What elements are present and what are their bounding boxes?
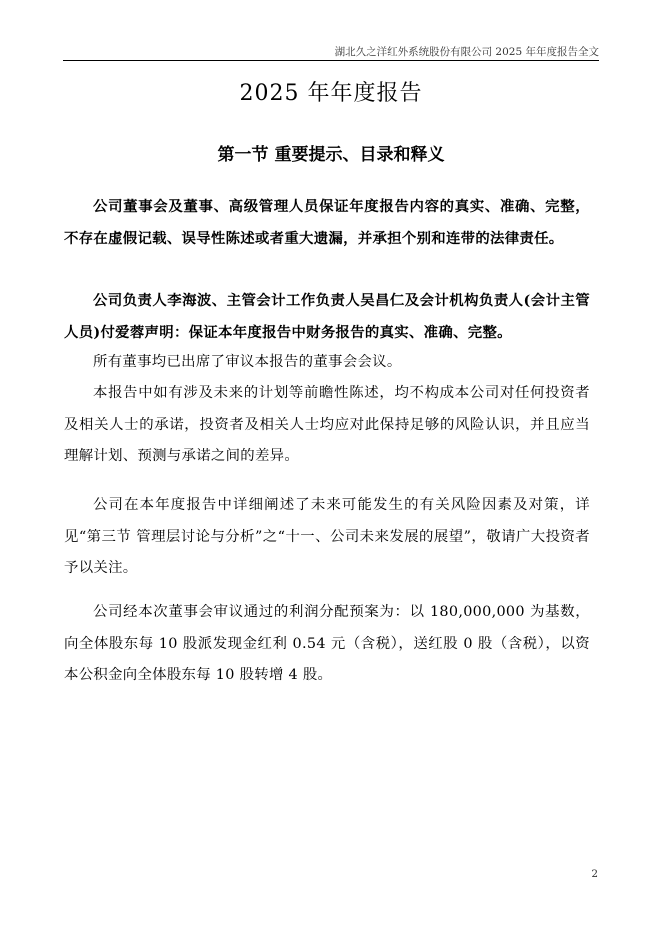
running-header: 湖北久之洋红外系统股份有限公司 2025 年年度报告全文 — [334, 46, 599, 58]
page-number: 2 — [591, 868, 598, 880]
document-title: 2025 年年度报告 — [239, 81, 423, 106]
paragraph-board-guarantee: 公司董事会及董事、高级管理人员保证年度报告内容的真实、准确、完整，不存在虚假记载、误导性陈述或者重大遗漏，并承担个别和连带的法律责任。 — [64, 198, 590, 247]
paragraph-profit-distribution: 公司经本次董事会审议通过的利润分配预案为：以 180,000,000 为基数，向全体股东每 10 股派发现金红利 0.54 元（含税），送红股 0 股（含税），以资本公积金向全体股东每 10 股转增 4 股。 — [64, 604, 590, 683]
paragraph-forward-looking: 本报告中如有涉及未来的计划等前瞻性陈述，均不构成本公司对任何投资者及相关人士的承诺，投资者及相关人士均应对此保持足够的风险认识，并且应当理解计划、预测与承诺之间的差异。 — [64, 385, 590, 464]
section-title: 第一节 重要提示、目录和释义 — [217, 145, 445, 165]
paragraph-responsible-persons: 公司负责人李海波、主管会计工作负责人吴昌仁及会计机构负责人(会计主管人员)付爱蓉声明：保证本年度报告中财务报告的真实、准确、完整。 — [64, 292, 590, 341]
paragraph-risk-factors: 公司在本年度报告中详细阐述了未来可能发生的有关风险因素及对策，详见“第三节 管理层讨论与分析”之“十一、公司未来发展的展望”，敬请广大投资者予以关注。 — [64, 497, 590, 576]
paragraph-directors-attendance: 所有董事均已出席了审议本报告的董事会会议。 — [93, 354, 402, 370]
header-divider — [63, 60, 599, 61]
